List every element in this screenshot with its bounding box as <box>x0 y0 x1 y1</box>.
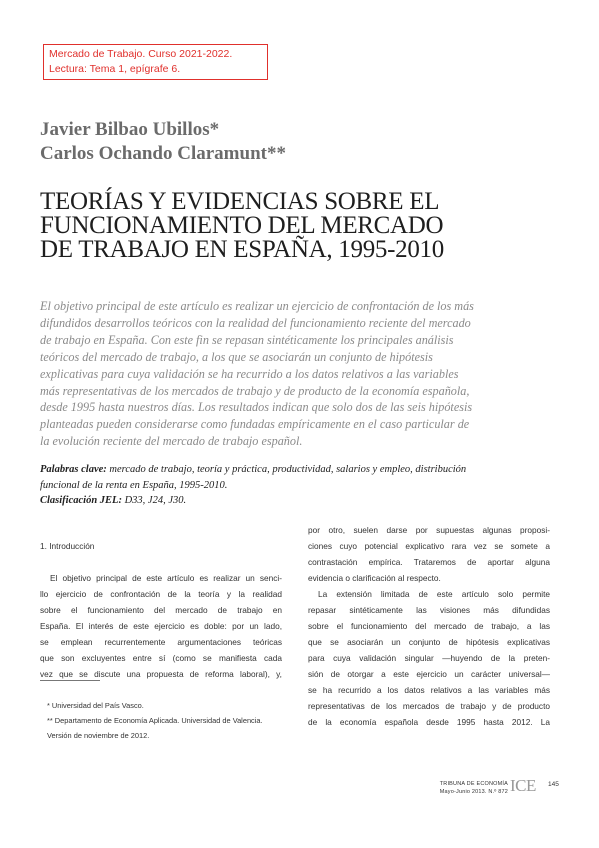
publication-name: TRIBUNA DE ECONOMÍA <box>439 781 508 787</box>
abstract-line: El objetivo principal de este artículo es realizar un ejercicio de confrontación de los más <box>40 299 474 313</box>
jel-codes: D33, J24, J30. <box>121 495 187 506</box>
abstract-line: la evolución reciente del mercado de trabajo español. <box>40 434 303 449</box>
stamp-line-1: Mercado de Trabajo. Curso 2021-2022. <box>49 48 233 60</box>
abstract-line: más representativas de los mercados de trabajo y de producto de la economía española, <box>40 383 470 398</box>
authors <box>40 118 560 166</box>
keywords-label: Palabras clave: <box>40 464 107 475</box>
abstract <box>40 298 570 450</box>
keywords-line-2: funcional de la renta en España, 1995-2010. <box>40 479 228 491</box>
abstract-line: difundidos desarrollos teóricos con la realidad del funcionamiento reciente del mercado <box>40 315 471 330</box>
ice-logo: ICE <box>510 776 536 795</box>
body-line: vez que se discute una propuesta de reforma laboral), y, <box>40 669 282 679</box>
author-1: Javier Bilbao Ubillos* <box>40 119 220 140</box>
stamp-line-2: Lectura: Tema 1, epígrafe 6. <box>49 63 181 75</box>
body-line: repasar sintéticamente las visiones más difundidas <box>308 605 550 615</box>
body-line: El objetivo principal de este artículo es realizar un senci- <box>50 573 282 583</box>
abstract-line: desde 1995 hasta nuestros días. Los resultados indican que solo dos de las seis hipótesis <box>40 400 473 415</box>
body-line: sobre el funcionamiento del mercado de trabajo en <box>40 605 282 615</box>
body-line: ciones cuyo potencial explicativo rara vez se somete a <box>308 541 550 551</box>
body-line: se ha recurrido a los datos relativos a las variables más <box>308 685 550 695</box>
title-line-2: FUNCIONAMIENTO DEL MERCADO <box>40 212 444 239</box>
body-line: de la economía española desde 1995 hasta 2012. La <box>308 717 550 727</box>
jel-line <box>40 493 570 509</box>
article-title <box>40 190 580 262</box>
body-line: para cuya validación singular —huyendo de la preten- <box>308 653 550 663</box>
body-line: que se asociarán un conjunto de hipótesis explicativas <box>308 637 550 647</box>
body-line: se emplean recurrentemente argumentaciones teóricas <box>40 637 282 647</box>
title-line-3: DE TRABAJO EN ESPAÑA, 1995-2010 <box>40 236 444 263</box>
body-line: España. El interés de este ejercicio es doble: por un lado, <box>40 621 282 631</box>
abstract-line: planteadas pueden considerarse como fundadas empíricamente en el caso particular de <box>40 417 470 432</box>
section-heading: 1. Introducción <box>40 541 95 551</box>
body-line: evidencia o clarificación al respecto. <box>308 573 441 583</box>
abstract-line: explicativas para cuya validación se ha recurrido a los datos relativos a las variables <box>40 366 459 381</box>
keywords-line-1 <box>40 462 570 478</box>
footnote: ** Departamento de Economía Aplicada. Universidad de Valencia. <box>47 716 263 725</box>
title-line-1: TEORÍAS Y EVIDENCIAS SOBRE EL <box>40 188 440 215</box>
body-line: que son excluyentes entre sí (como se manifiesta cada <box>40 653 282 663</box>
publication-issue: Mayo-Junio 2013. N.º 872 <box>439 789 508 795</box>
abstract-line: teóricos del mercado de trabajo, a los que se asociarán un conjunto de hipótesis <box>40 349 433 364</box>
body-line: sobre el funcionamiento del mercado de trabajo, a las <box>308 621 550 631</box>
keywords-block <box>40 462 570 509</box>
author-2: Carlos Ochando Claramunt** <box>40 143 286 164</box>
body-line: contrastación empírica. Trataremos de aportar alguna <box>308 557 550 567</box>
body-line: por otro, suelen darse por supuestas algunas proposi- <box>308 525 550 535</box>
footnote: Versión de noviembre de 2012. <box>47 731 150 740</box>
body-line: representativas de los mercados de trabajo y de producto <box>308 701 550 711</box>
body-line: llo ejercicio de confrontación de la teoría y la realidad <box>40 589 282 599</box>
right-column <box>308 522 550 730</box>
annotation-stamp <box>43 44 268 80</box>
abstract-line: de trabajo en España. Con este fin se repasan sintéticamente los principales análisis <box>40 332 454 347</box>
body-line: La extensión limitada de este artículo solo permite <box>318 589 550 599</box>
keywords-text: mercado de trabajo, teoría y práctica, productividad, salarios y empleo, distribución <box>106 464 467 475</box>
jel-label: Clasificación JEL: <box>40 495 122 506</box>
footnote: * Universidad del País Vasco. <box>47 701 144 710</box>
body-line: sión de otorgar a este ejercicio un carácter universal— <box>308 669 550 679</box>
publication-info <box>398 780 508 796</box>
footnote-divider <box>40 680 100 681</box>
left-column <box>40 538 282 682</box>
page-number: 145 <box>548 781 559 788</box>
footnotes <box>47 698 287 743</box>
page-footer <box>398 776 563 806</box>
